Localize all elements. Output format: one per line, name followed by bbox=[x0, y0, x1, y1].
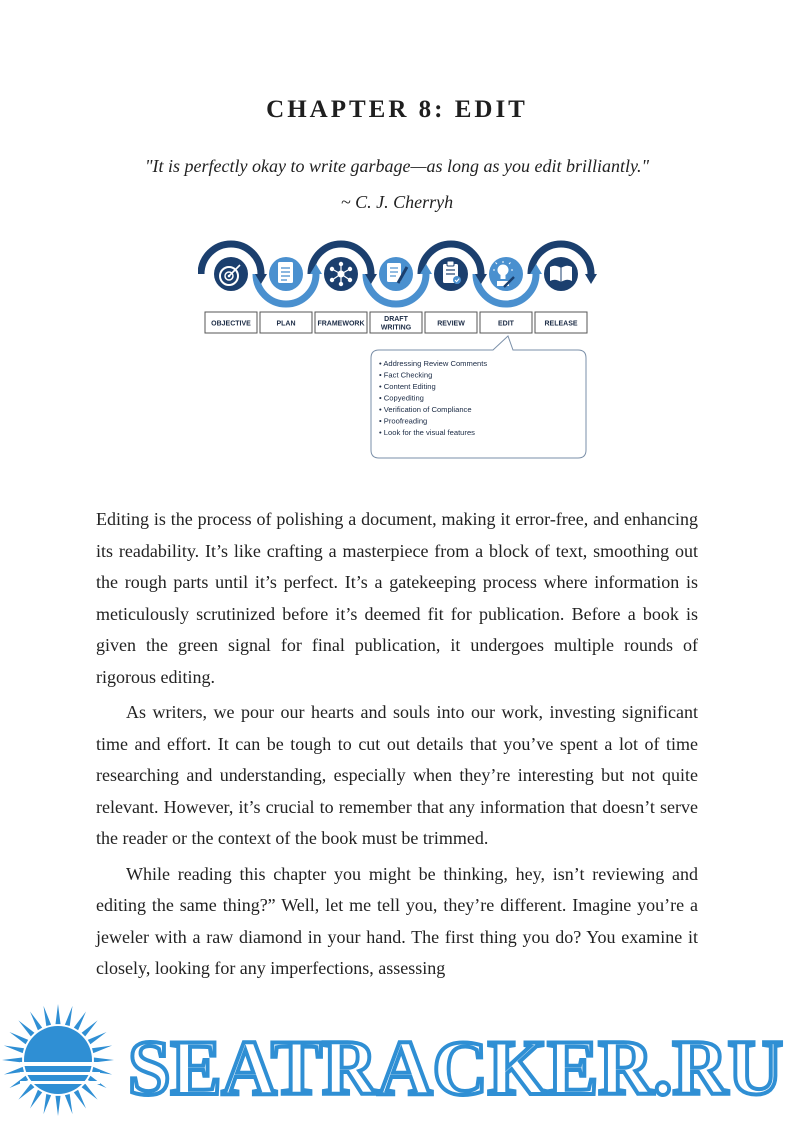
sun-ray bbox=[44, 1094, 52, 1114]
sun-ray bbox=[88, 1032, 107, 1044]
document-icon bbox=[269, 257, 303, 291]
svg-text:• Addressing Review Comments: • Addressing Review Comments bbox=[379, 359, 488, 368]
sun-ray bbox=[82, 1084, 98, 1100]
sun-ray bbox=[44, 1006, 52, 1026]
step-release: RELEASE bbox=[544, 320, 578, 328]
sun-ray bbox=[65, 1094, 73, 1114]
checklist-item: Content Editing bbox=[383, 382, 436, 391]
svg-text:• Proofreading: • Proofreading bbox=[379, 416, 428, 426]
chapter-title: CHAPTER 8: EDIT bbox=[266, 96, 528, 123]
target-icon bbox=[214, 257, 248, 291]
sun-ray bbox=[18, 1084, 34, 1100]
svg-text:• Copyediting: • Copyediting bbox=[379, 393, 424, 403]
sun-ray bbox=[92, 1046, 112, 1054]
sun-ray bbox=[74, 1012, 86, 1031]
open-book-icon bbox=[544, 257, 578, 291]
checklist-item: Addressing Review Comments bbox=[383, 359, 488, 368]
sun-ray bbox=[30, 1012, 42, 1031]
clipboard-check-icon bbox=[434, 257, 468, 291]
svg-text:• Verification of Compliance: • Verification of Compliance bbox=[379, 405, 472, 414]
checklist-item: Fact Checking bbox=[383, 370, 433, 380]
sun-ray bbox=[2, 1058, 22, 1063]
step-draft-writing: DRAFT bbox=[384, 316, 408, 323]
checklist-item: Copyediting bbox=[383, 393, 424, 403]
sun-ray bbox=[56, 1004, 61, 1024]
pencil-notes-icon bbox=[379, 257, 413, 291]
watermark bbox=[0, 1002, 794, 1122]
sun-ray bbox=[56, 1096, 61, 1116]
step-review: REVIEW bbox=[437, 320, 465, 328]
checklist-item: Look for the visual features bbox=[383, 428, 475, 437]
svg-text:• Content Editing: • Content Editing bbox=[379, 382, 436, 391]
checklist-item: Proofreading bbox=[383, 416, 428, 426]
sun-ray bbox=[74, 1090, 86, 1109]
step-framework: FRAMEWORK bbox=[317, 320, 365, 328]
sun-ray bbox=[18, 1020, 34, 1036]
chapter-body bbox=[96, 504, 698, 989]
writing-process-diagram bbox=[198, 240, 598, 462]
body-paragraph: Editing is the process of polishing a document, making it error-free, and enhancing its readability. It’s like crafting a masterpiece from a block of text, smoothing out the rough parts until it’s perfect. It’s a gatekeeping process where information is meticulously scrutinized before it’s deemed fit for publication. Before a book is given the green signal for final publication, it undergoes multiple rounds of rigorous editing. bbox=[96, 509, 698, 687]
svg-text:• Look for the visual features: • Look for the visual features bbox=[379, 428, 475, 437]
sun-ray bbox=[10, 1032, 29, 1044]
watermark-text: SEATRACKER.RU bbox=[128, 1024, 783, 1111]
lightbulb-edit-icon bbox=[489, 257, 523, 291]
sun-ray bbox=[82, 1020, 98, 1036]
network-icon bbox=[324, 257, 358, 291]
body-paragraph: While reading this chapter you might be thinking, hey, isn’t reviewing and editing the same thing?” Well, let me tell you, they’re different. Imagine you’re a jeweler with a raw diamond in your hand. The first thing you do? You examine it closely, looking for any imperfections, assessing bbox=[96, 863, 698, 978]
step-plan: PLAN bbox=[276, 320, 296, 328]
sun-logo-icon bbox=[2, 1004, 114, 1116]
body-paragraph: As writers, we pour our hearts and souls into our work, investing significant time and effort. It can be tough to cut out details that you’ve spent a lot of time researching and understanding, especially when they’re interesting but not quite relevant. However, it’s crucial to remember that any information that doesn’t serve the reader or the context of the book must be trimmed. bbox=[96, 702, 698, 848]
epigraph-quote: "It is perfectly okay to write garbage—as long as you edit brilliantly." bbox=[144, 156, 650, 176]
sun-ray bbox=[4, 1046, 24, 1054]
checklist-item: Verification of Compliance bbox=[383, 405, 472, 414]
step-draft-writing-line2: WRITING bbox=[380, 324, 412, 332]
epigraph-author: ~ C. J. Cherryh bbox=[340, 192, 454, 212]
sun-ray bbox=[94, 1058, 114, 1063]
step-edit: EDIT bbox=[498, 320, 514, 328]
sun-ray bbox=[65, 1006, 73, 1026]
svg-text:• Fact Checking: • Fact Checking bbox=[379, 370, 433, 380]
sun-ray bbox=[30, 1090, 42, 1109]
step-objective: OBJECTIVE bbox=[211, 320, 251, 328]
